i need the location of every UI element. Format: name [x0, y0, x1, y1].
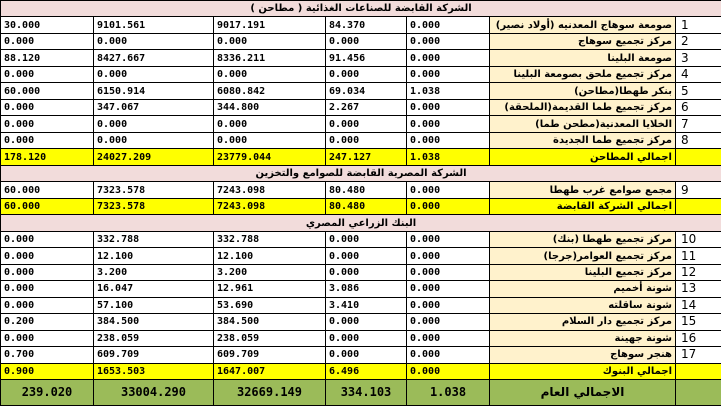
row-number-cell: 11: [676, 248, 721, 264]
value-cell-2: 347.067: [94, 99, 214, 115]
value-cell-2: 1653.503: [94, 363, 214, 379]
section-title: الشركة المصرية القابضة للصوامع والتخزين: [1, 165, 721, 181]
section-title: الشركة القابضة للصناعات الغذائية ( مطاحن ): [1, 1, 721, 17]
value-cell-4: 0.000: [326, 314, 407, 330]
value-cell-1: 60.000: [1, 198, 94, 214]
row-number-cell: 15: [676, 314, 721, 330]
value-cell-5: 0.000: [407, 66, 490, 82]
value-cell-3: 23779.044: [214, 149, 326, 165]
value-cell-2: 0.000: [94, 116, 214, 132]
value-cell-5: 1.038: [407, 83, 490, 99]
table-row: [1, 248, 721, 264]
value-cell-3: 238.059: [214, 330, 326, 346]
site-name-cell: الاجمالي العام: [490, 380, 676, 406]
value-cell-5: 0.000: [407, 17, 490, 33]
table-row: [1, 297, 721, 313]
value-cell-4: 2.267: [326, 99, 407, 115]
value-cell-3: 332.788: [214, 231, 326, 247]
value-cell-5: 0.000: [407, 314, 490, 330]
row-number-cell: 1: [676, 17, 721, 33]
subtotal-row: [1, 198, 721, 214]
value-cell-3: 3.200: [214, 264, 326, 280]
value-cell-5: 0.000: [407, 264, 490, 280]
table-row: [1, 17, 721, 33]
site-name-cell: مركز تجميع طما القديمة(الملحقة): [490, 99, 676, 115]
value-cell-3: 384.500: [214, 314, 326, 330]
table-row: [1, 33, 721, 49]
value-cell-4: 0.000: [326, 132, 407, 148]
value-cell-1: 0.000: [1, 264, 94, 280]
value-cell-5: 0.000: [407, 347, 490, 363]
value-cell-5: 0.000: [407, 99, 490, 115]
value-cell-2: 384.500: [94, 314, 214, 330]
value-cell-2: 609.709: [94, 347, 214, 363]
table-row: [1, 83, 721, 99]
value-cell-2: 6150.914: [94, 83, 214, 99]
site-name-cell: مجمع صوامع غرب طهطا: [490, 182, 676, 198]
value-cell-3: 609.709: [214, 347, 326, 363]
table-row: [1, 264, 721, 280]
table-row: [1, 231, 721, 247]
value-cell-4: 334.103: [326, 380, 407, 406]
value-cell-1: 60.000: [1, 83, 94, 99]
value-cell-3: 0.000: [214, 33, 326, 49]
value-cell-1: 0.000: [1, 248, 94, 264]
site-name-cell: صومعة البلينا: [490, 50, 676, 66]
row-number-cell: 5: [676, 83, 721, 99]
value-cell-2: 3.200: [94, 264, 214, 280]
row-number-cell: 13: [676, 281, 721, 297]
value-cell-4: 0.000: [326, 330, 407, 346]
value-cell-4: 3.410: [326, 297, 407, 313]
value-cell-1: 0.000: [1, 99, 94, 115]
row-number-cell: 3: [676, 50, 721, 66]
value-cell-1: 0.000: [1, 297, 94, 313]
value-cell-1: 0.200: [1, 314, 94, 330]
row-number-cell: [676, 363, 721, 379]
site-name-cell: مركز تجميع البلينا: [490, 264, 676, 280]
value-cell-1: 0.900: [1, 363, 94, 379]
value-cell-4: 0.000: [326, 66, 407, 82]
value-cell-2: 9101.561: [94, 17, 214, 33]
table-row: [1, 182, 721, 198]
value-cell-4: 3.086: [326, 281, 407, 297]
value-cell-3: 7243.098: [214, 198, 326, 214]
value-cell-2: 16.047: [94, 281, 214, 297]
value-cell-1: 0.000: [1, 231, 94, 247]
value-cell-4: 0.000: [326, 248, 407, 264]
value-cell-1: 88.120: [1, 50, 94, 66]
row-number-cell: 12: [676, 264, 721, 280]
table-row: [1, 99, 721, 115]
site-name-cell: مركز تجميع العوامر(جرجا): [490, 248, 676, 264]
value-cell-3: 1647.007: [214, 363, 326, 379]
section-title: البنك الزراعي المصري: [1, 215, 721, 231]
value-cell-2: 7323.578: [94, 182, 214, 198]
value-cell-2: 24027.209: [94, 149, 214, 165]
value-cell-5: 0.000: [407, 132, 490, 148]
value-cell-4: 0.000: [326, 231, 407, 247]
site-name-cell: بنكر طهطا(مطاحن): [490, 83, 676, 99]
row-number-cell: 14: [676, 297, 721, 313]
site-name-cell: مركز تجميع طما الجديدة: [490, 132, 676, 148]
site-name-cell: مركز تجميع دار السلام: [490, 314, 676, 330]
value-cell-5: 0.000: [407, 297, 490, 313]
value-cell-2: 238.059: [94, 330, 214, 346]
row-number-cell: [676, 149, 721, 165]
value-cell-3: 7243.098: [214, 182, 326, 198]
row-number-cell: 8: [676, 132, 721, 148]
row-number-cell: 9: [676, 182, 721, 198]
value-cell-5: 0.000: [407, 198, 490, 214]
value-cell-3: 0.000: [214, 132, 326, 148]
site-name-cell: صومعة سوهاج المعدنيه (أولاد نصير): [490, 17, 676, 33]
value-cell-2: 332.788: [94, 231, 214, 247]
row-number-cell: 6: [676, 99, 721, 115]
site-name-cell: شونة أخميم: [490, 281, 676, 297]
value-cell-1: 0.000: [1, 330, 94, 346]
row-number-cell: [676, 198, 721, 214]
value-cell-4: 0.000: [326, 33, 407, 49]
value-cell-5: 0.000: [407, 363, 490, 379]
value-cell-1: 178.120: [1, 149, 94, 165]
table-row: [1, 132, 721, 148]
site-name-cell: مركز تجميع طهطا (بنك): [490, 231, 676, 247]
value-cell-1: 0.000: [1, 132, 94, 148]
value-cell-4: 0.000: [326, 264, 407, 280]
site-name-cell: اجمالي الشركة القابضة: [490, 198, 676, 214]
site-name-cell: شونة ساقلته: [490, 297, 676, 313]
site-name-cell: هنجر سوهاج: [490, 347, 676, 363]
value-cell-4: 6.496: [326, 363, 407, 379]
value-cell-3: 12.961: [214, 281, 326, 297]
row-number-cell: 10: [676, 231, 721, 247]
table-row: [1, 347, 721, 363]
value-cell-4: 91.456: [326, 50, 407, 66]
row-number-cell: 4: [676, 66, 721, 82]
value-cell-4: 80.480: [326, 198, 407, 214]
subtotal-row: [1, 149, 721, 165]
value-cell-1: 239.020: [1, 380, 94, 406]
row-number-cell: 7: [676, 116, 721, 132]
value-cell-2: 7323.578: [94, 198, 214, 214]
value-cell-5: 0.000: [407, 330, 490, 346]
value-cell-5: 0.000: [407, 248, 490, 264]
table-row: [1, 116, 721, 132]
value-cell-4: 80.480: [326, 182, 407, 198]
value-cell-1: 0.700: [1, 347, 94, 363]
row-number-cell: 2: [676, 33, 721, 49]
value-cell-3: 0.000: [214, 66, 326, 82]
value-cell-3: 32669.149: [214, 380, 326, 406]
value-cell-5: 1.038: [407, 149, 490, 165]
table-row: [1, 314, 721, 330]
value-cell-1: 0.000: [1, 66, 94, 82]
value-cell-2: 0.000: [94, 132, 214, 148]
value-cell-5: 0.000: [407, 33, 490, 49]
value-cell-3: 0.000: [214, 116, 326, 132]
value-cell-4: 0.000: [326, 116, 407, 132]
value-cell-4: 0.000: [326, 347, 407, 363]
site-name-cell: الخلايا المعدنية(مطحن طما): [490, 116, 676, 132]
value-cell-3: 9017.191: [214, 17, 326, 33]
site-name-cell: مركز تجميع سوهاج: [490, 33, 676, 49]
section-header-row: [1, 165, 721, 181]
subtotal-row: [1, 363, 721, 379]
value-cell-1: 0.000: [1, 116, 94, 132]
row-number-cell: 16: [676, 330, 721, 346]
value-cell-1: 30.000: [1, 17, 94, 33]
value-cell-1: 0.000: [1, 281, 94, 297]
value-cell-2: 12.100: [94, 248, 214, 264]
table-row: [1, 330, 721, 346]
value-cell-4: 247.127: [326, 149, 407, 165]
value-cell-4: 69.034: [326, 83, 407, 99]
value-cell-3: 53.690: [214, 297, 326, 313]
section-header-row: [1, 1, 721, 17]
table-row: [1, 281, 721, 297]
site-name-cell: اجمالي البنوك: [490, 363, 676, 379]
value-cell-2: 57.100: [94, 297, 214, 313]
value-cell-1: 0.000: [1, 33, 94, 49]
value-cell-3: 6080.842: [214, 83, 326, 99]
value-cell-3: 12.100: [214, 248, 326, 264]
value-cell-5: 0.000: [407, 281, 490, 297]
row-number-cell: [676, 380, 721, 406]
row-number-cell: 17: [676, 347, 721, 363]
value-cell-3: 344.800: [214, 99, 326, 115]
table-row: [1, 66, 721, 82]
value-cell-5: 0.000: [407, 231, 490, 247]
site-name-cell: شونة جهينة: [490, 330, 676, 346]
value-cell-4: 84.370: [326, 17, 407, 33]
value-cell-5: 0.000: [407, 182, 490, 198]
grand-total-row: [1, 380, 721, 406]
value-cell-5: 1.038: [407, 380, 490, 406]
value-cell-1: 60.000: [1, 182, 94, 198]
value-cell-5: 0.000: [407, 50, 490, 66]
value-cell-2: 0.000: [94, 66, 214, 82]
value-cell-2: 8427.667: [94, 50, 214, 66]
section-header-row: [1, 215, 721, 231]
value-cell-2: 33004.290: [94, 380, 214, 406]
value-cell-5: 0.000: [407, 116, 490, 132]
site-name-cell: مركز تجميع ملحق بصومعة البلينا: [490, 66, 676, 82]
value-cell-2: 0.000: [94, 33, 214, 49]
site-name-cell: اجمالي المطاحن: [490, 149, 676, 165]
table-row: [1, 50, 721, 66]
value-cell-3: 8336.211: [214, 50, 326, 66]
